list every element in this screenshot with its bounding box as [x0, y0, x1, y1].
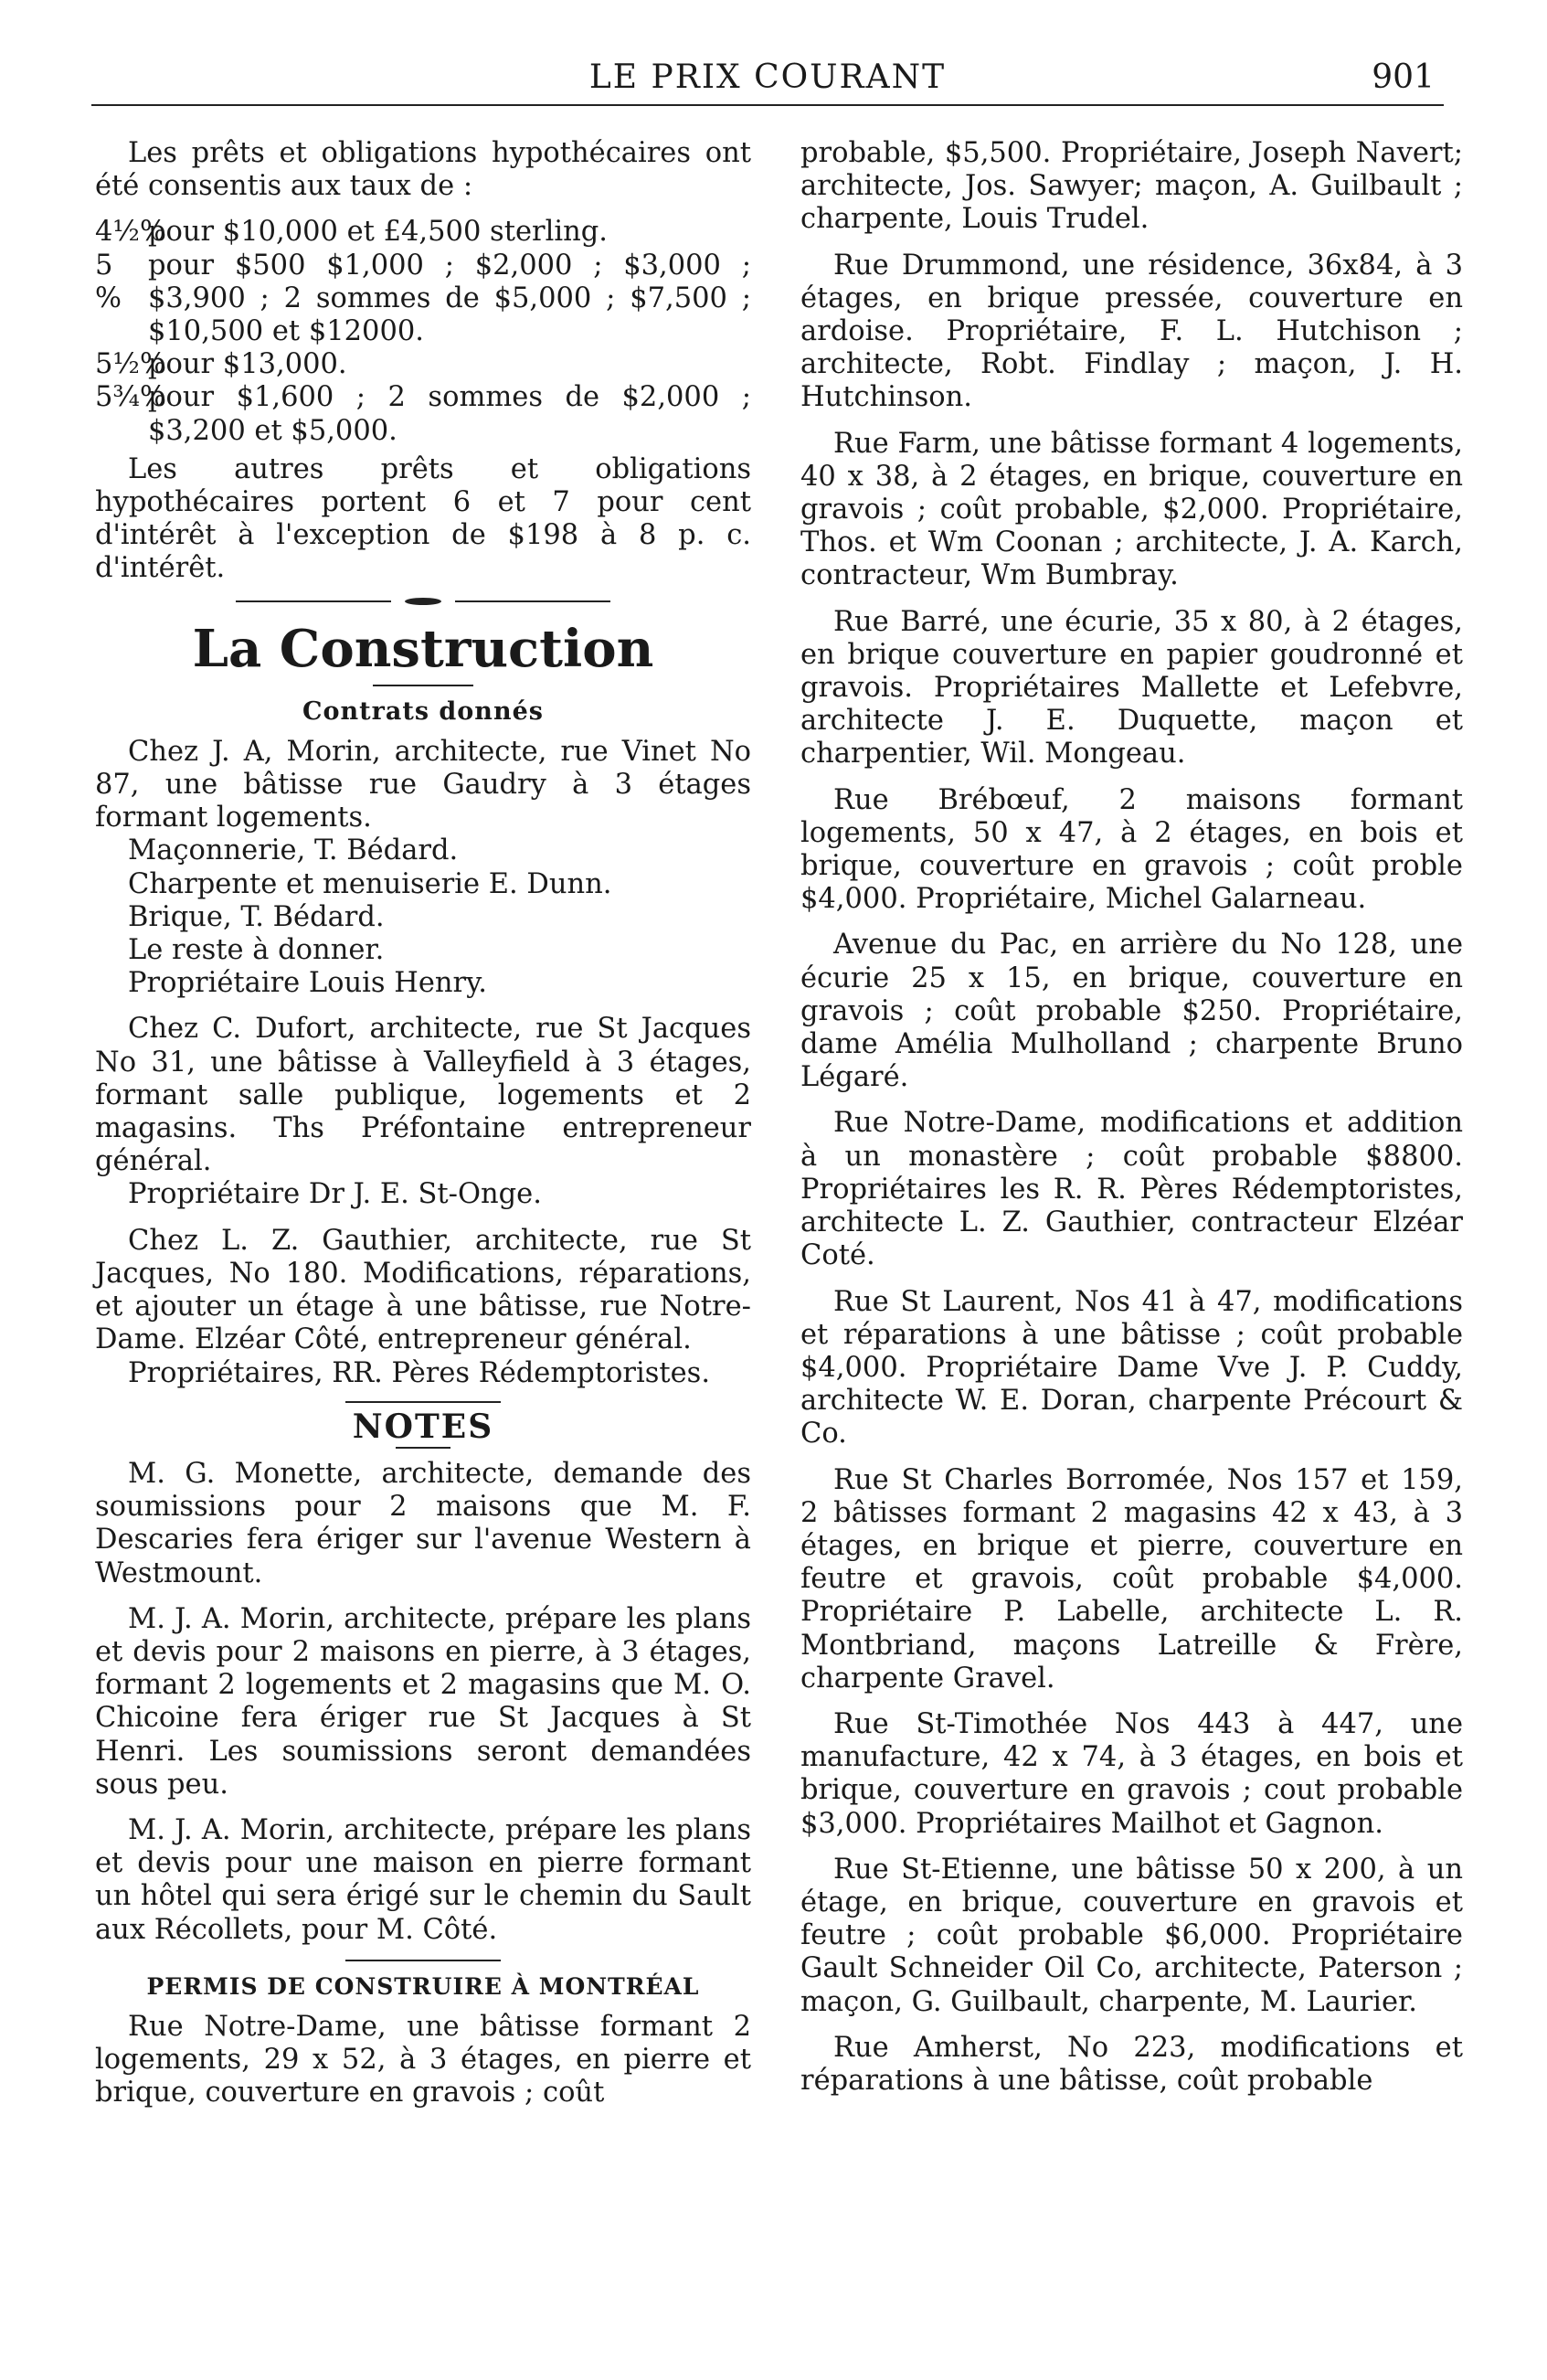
rate-text: pour $13,000.: [148, 348, 347, 381]
contract-item: Maçonnerie, T. Bédard.: [128, 834, 459, 867]
right-column: [800, 137, 1463, 2110]
gauthier-contract: Chez L. Z. Gauthier, architecte, rue St Jacques, No 180. Modifications, réparations, et ajouter un étage à une bâtisse, rue Notre-Dame. Elzéar Côté, entrepreneur général.: [95, 1224, 751, 1356]
rate-value: 5¾%: [95, 381, 166, 414]
permit-continuation: probable, $5,500. Propriétaire, Joseph Navert; architecte, Jos. Sawyer; maçon, A. Guilbault ; charpente, Louis Trudel.: [800, 137, 1463, 236]
short-divider: [345, 1401, 501, 1403]
permit-entry: Rue St Laurent, Nos 41 à 47, modifications et réparations à une bâtisse ; coût probable $4,000. Propriétaire Dame Vve J. P. Cuddy, architecte W. E. Doran, charpente Précourt & Co.: [800, 1285, 1463, 1450]
notes-underline: [396, 1447, 450, 1449]
contract-item: Charpente et menuiserie E. Dunn.: [128, 867, 612, 900]
contrats-heading: Contrats donnés: [302, 696, 544, 726]
title-underline: [373, 685, 473, 686]
morin-contract: Chez J. A, Morin, architecte, rue Vinet No 87, une bâtisse rue Gaudry à 3 étages formant logements.: [95, 735, 751, 834]
dufort-owner: Propriétaire Dr J. E. St-Onge.: [128, 1178, 542, 1211]
page-number: 901: [1372, 58, 1435, 96]
note-paragraph: M. G. Monette, architecte, demande des soumissions pour 2 maisons que M. F. Descaries fera ériger sur l'avenue Western à Westmount.: [95, 1457, 751, 1589]
left-column: [95, 137, 751, 2123]
permit-entry: Rue St Charles Borromée, Nos 157 et 159, 2 bâtisses formant 2 magasins 42 x 43, à 3 étages, en brique et pierre, couverture en feutre et gravois, coût probable $4,000. Propriétaire P. Labelle, architecte L. R. Montbriand, maçons Latreille & Frère, charpente Gravel.: [800, 1463, 1463, 1695]
permit-entry: Rue St-Timothée Nos 443 à 447, une manufacture, 42 x 74, à 3 étages, en bois et brique, couverture en gravois ; cout probable $3,000. Propriétaires Mailhot et Gagnon.: [800, 1707, 1463, 1840]
dufort-contract: Chez C. Dufort, architecte, rue St Jacques No 31, une bâtisse à Valleyfield à 3 étages, formant salle publique, logements et 2 magasins. Ths Préfontaine entrepreneur général.: [95, 1013, 751, 1178]
loans-intro: Les prêts et obligations hypothécaires ont été consentis aux taux de :: [95, 137, 751, 203]
contract-item: Propriétaire Louis Henry.: [128, 967, 488, 1000]
short-divider: [345, 1960, 501, 1961]
contract-item: Le reste à donner.: [128, 934, 385, 967]
note-paragraph: M. J. A. Morin, architecte, prépare les plans et devis pour 2 maisons en pierre, à 3 étages, formant 2 logements et 2 magasins que M. O. Chicoine fera ériger rue St Jacques à St Henri. Les soumissions seront demandées sous peu.: [95, 1602, 751, 1801]
permit-entry: Rue Barré, une écurie, 35 x 80, à 2 étages, en brique couverture en papier goudronné et gravois. Propriétaires Mallette et Lefebvre, architecte J. E. Duquette, maçon et charpentier, Wil. Mongeau.: [800, 605, 1463, 770]
running-title: LE PRIX COURANT: [588, 58, 947, 96]
rate-value: 5 %: [95, 249, 122, 314]
permit-entry: Rue Notre-Dame, modifications et addition à un monastère ; coût probable $8800. Propriétaires les R. R. Pères Rédemptoristes, architecte L. Z. Gauthier, contracteur Elzéar Coté.: [800, 1107, 1463, 1272]
permit-entry: Rue Amherst, No 223, modifications et réparations à une bâtisse, coût probable: [800, 2031, 1463, 2097]
permit-entry: Rue Brébœuf, 2 maisons formant logements, 50 x 47, à 2 étages, en bois et brique, couverture en gravois ; coût proble $4,000. Propriétaire, Michel Galarneau.: [800, 783, 1463, 916]
ornament-divider: [236, 600, 610, 602]
note-paragraph: M. J. A. Morin, architecte, prépare les plans et devis pour une maison en pierre formant un hôtel qui sera érigé sur le chemin du Sault aux Récollets, pour M. Côté.: [95, 1813, 751, 1946]
rate-row: [95, 381, 751, 447]
rate-row: [95, 250, 751, 349]
rate-text: pour $1,600 ; 2 sommes de $2,000 ; $3,200 et $5,000.: [148, 381, 751, 447]
permit-entry: Rue St-Etienne, une bâtisse 50 x 200, à un étage, en brique, couverture en gravois et feutre ; coût probable $6,000. Propriétaire Gault Schneider Oil Co, architecte, Paterson ; maçon, G. Guilbault, charpente, M. Laurier.: [800, 1853, 1463, 2018]
permit-entry: Rue Drummond, une résidence, 36x84, à 3 étages, en brique pressée, couverture en ardoise. Propriétaire, F. L. Hutchison ; architecte, Robt. Findlay ; maçon, J. H. Hutchinson.: [800, 249, 1463, 414]
permit-entry: Rue Farm, une bâtisse formant 4 logements, 40 x 38, à 2 étages, en brique, couverture en gravois ; coût probable, $2,000. Propriétaire, Thos. et Wm Coonan ; architecte, J. A. Karch, contracteur, Wm Bumbray.: [800, 427, 1463, 592]
rate-row: [95, 216, 751, 249]
permit-entry: Avenue du Pac, en arrière du No 128, une écurie 25 x 15, en brique, couverture en gravois ; coût probable $250. Propriétaire, dame Amélia Mulholland ; charpente Bruno Légaré.: [800, 929, 1463, 1094]
rate-text: pour $500 $1,000 ; $2,000 ; $3,000 ; $3,900 ; 2 sommes de $5,000 ; $7,500 ; $10,500 et $12000.: [148, 249, 751, 348]
rate-value: 5½%: [95, 348, 166, 381]
section-title: La Construction: [192, 618, 654, 679]
permit-entry: Rue Notre-Dame, une bâtisse formant 2 logements, 29 x 52, à 3 étages, en pierre et brique, couverture en gravois ; coût: [95, 2010, 751, 2109]
contract-item: Brique, T. Bédard.: [128, 900, 385, 933]
permis-heading: PERMIS DE CONSTRUIRE À MONTRÉAL: [146, 1972, 700, 2000]
rate-value: 4½%: [95, 216, 166, 249]
gauthier-owner: Propriétaires, RR. Pères Rédemptoristes.: [128, 1356, 711, 1389]
rate-row: [95, 348, 751, 381]
rates-list: [95, 216, 751, 447]
page-header: [91, 57, 1444, 106]
ornament-icon: [391, 594, 455, 609]
rate-text: pour $10,000 et £4,500 sterling.: [148, 216, 608, 249]
other-loans-paragraph: Les autres prêts et obligations hypothécaires portent 6 et 7 pour cent d'intérêt à l'exception de $198 à 8 p. c. d'intérêt.: [95, 452, 751, 585]
notes-heading: NOTES: [352, 1407, 494, 1446]
